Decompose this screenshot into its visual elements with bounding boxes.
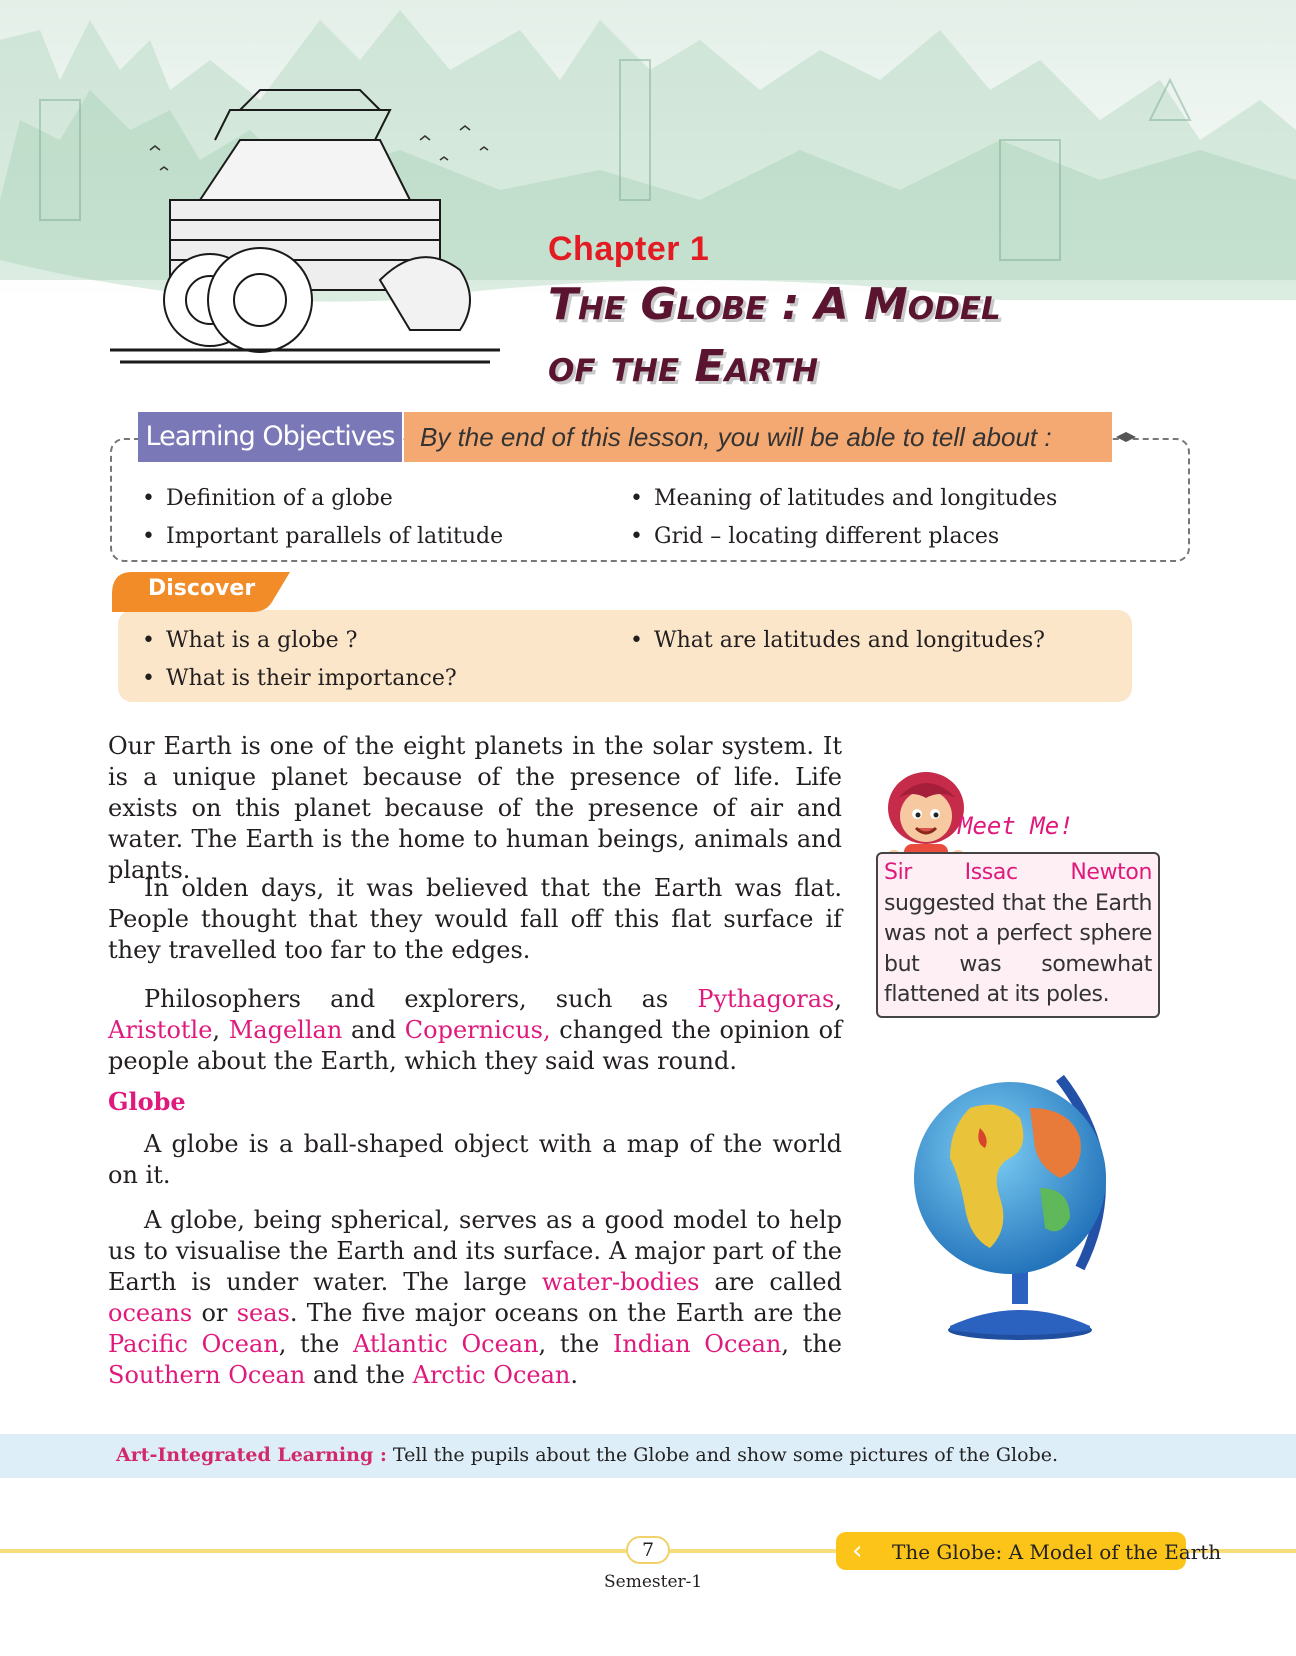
list-item: • What are latitudes and longitudes? <box>628 622 1045 660</box>
learning-objectives-tab: Learning Objectives <box>138 412 402 462</box>
text-run: . <box>570 1361 578 1389</box>
list-item: • Important parallels of latitude <box>140 518 503 556</box>
paragraph-globe-definition: A globe is a ball-shaped object with a map of the world on it. <box>108 1130 842 1189</box>
section-heading-globe: Globe <box>108 1087 186 1116</box>
globe-image <box>910 1068 1130 1340</box>
keyword-indian-ocean: Indian Ocean <box>612 1330 782 1358</box>
learning-objectives-list-left <box>140 480 503 556</box>
meet-me-text: suggested that the Earth was not a perfect sphere but was somewhat flattened at its poles. <box>884 890 1152 1007</box>
art-integrated-label: Art-Integrated Learning : <box>116 1444 387 1466</box>
text-run: , <box>834 985 842 1013</box>
paragraph-philosophers <box>108 984 842 1077</box>
meet-me-label: Meet Me! <box>958 812 1074 840</box>
chapter-label: Chapter 1 <box>548 230 710 268</box>
text-run: are called <box>699 1268 842 1296</box>
keyword-copernicus: Copernicus, <box>404 1016 551 1044</box>
text-run: , the <box>278 1330 354 1358</box>
discover-list-left <box>140 622 457 698</box>
keyword-magellan: Magellan <box>228 1016 343 1044</box>
chapter-title-line-2: of the Earth <box>548 341 819 392</box>
keyword-arctic-ocean: Arctic Ocean <box>412 1361 571 1389</box>
keyword-seas: seas <box>236 1299 290 1327</box>
chapter-footer-title: The Globe: A Model of the Earth <box>892 1540 1222 1564</box>
keyword-atlantic-ocean: Atlantic Ocean <box>353 1330 539 1358</box>
list-item: • What is a globe ? <box>140 622 457 660</box>
text-run: changed the opinion of people about the Earth, which they said was round. <box>108 1016 843 1075</box>
paragraph-globe-model <box>108 1205 842 1391</box>
keyword-pythagoras: Pythagoras <box>697 985 835 1013</box>
art-integrated-text: Tell the pupils about the Globe and show some pictures of the Globe. <box>386 1444 1059 1466</box>
paragraph-intro: Our Earth is one of the eight planets in the solar system. It is a unique planet because of the presence of life. Life exists on this planet because of the presence of air and water. The Earth is the home to human beings, animals and plants. <box>108 732 842 884</box>
text-run: Philosophers and explorers, such as <box>144 985 698 1013</box>
keyword-water-bodies: water-bodies <box>541 1268 700 1296</box>
keyword-pacific-ocean: Pacific Ocean <box>108 1330 279 1358</box>
learning-objectives-list-right <box>628 480 1057 556</box>
text-run: , the <box>538 1330 613 1358</box>
keyword-southern-ocean: Southern Ocean <box>108 1361 306 1389</box>
text-run: . The five major oceans on the Earth are the <box>289 1299 842 1327</box>
text-run: and the <box>305 1361 413 1389</box>
text-run: and <box>342 1016 405 1044</box>
list-item: • Meaning of latitudes and longitudes <box>628 480 1057 518</box>
keyword-oceans: oceans <box>108 1299 193 1327</box>
semester-label: Semester-1 <box>604 1572 703 1592</box>
keyword-aristotle: Aristotle <box>108 1016 213 1044</box>
list-item: • Definition of a globe <box>140 480 503 518</box>
chapter-title-line-1: The Globe : A Model <box>548 279 1001 330</box>
text-run: , <box>212 1016 229 1044</box>
meet-me-name: Sir Issac Newton <box>884 860 1152 885</box>
chevron-left-icon: ‹ <box>852 1536 863 1566</box>
discover-label: Discover <box>148 576 256 601</box>
text-run: A globe, being spherical, serves as a good model to help us to visualise the Earth and its surface. A major part of the Earth is under water. The large <box>108 1206 842 1296</box>
learning-objectives-banner: By the end of this lesson, you will be able to tell about : <box>404 412 1112 462</box>
chapter-title <box>548 274 1001 398</box>
pen-tip-icon <box>1116 432 1136 442</box>
meet-me-box <box>876 852 1160 1018</box>
list-item: • What is their importance? <box>140 660 457 698</box>
paragraph-flat-earth: In olden days, it was believed that the Earth was flat. People thought that they would fall off this flat surface if they travelled too far to the edges. <box>108 874 842 964</box>
art-integrated-note <box>116 1444 1058 1466</box>
text-run: or <box>192 1299 237 1327</box>
discover-list-right <box>628 622 1045 660</box>
list-item: • Grid – locating different places <box>628 518 1057 556</box>
text-run: , the <box>781 1330 842 1358</box>
page-number: 7 <box>626 1536 670 1564</box>
